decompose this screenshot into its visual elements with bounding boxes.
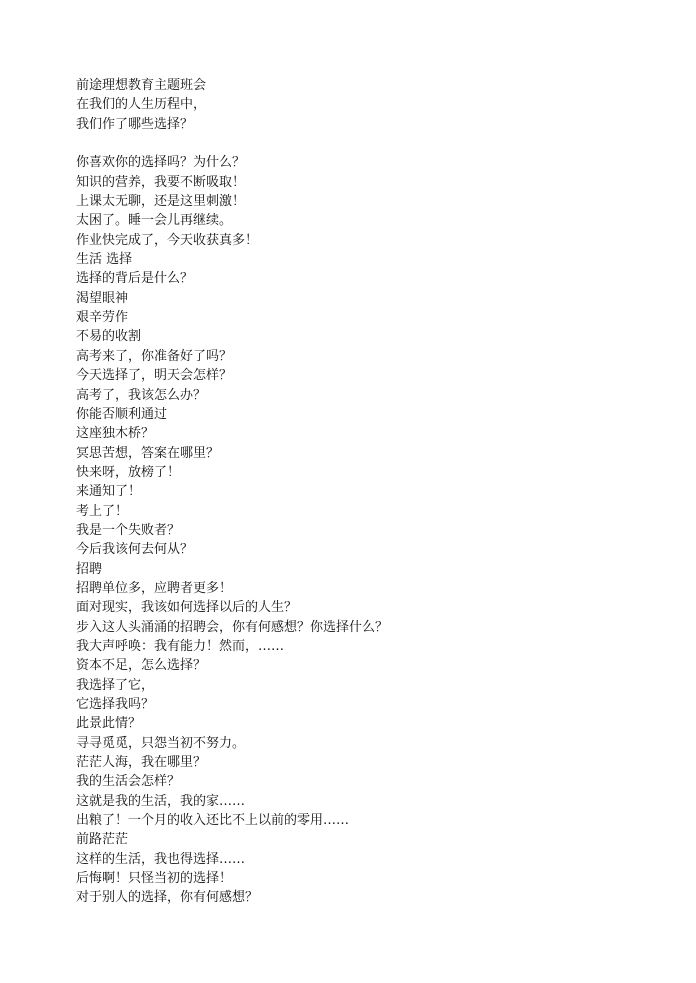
text-line: 这样的生活，我也得选择…… — [76, 851, 246, 867]
text-line: 寻寻觅觅，只怨当初不努力。 — [76, 735, 246, 751]
text-line: 它选择我吗？ — [76, 697, 155, 712]
text-line: 这就是我的生活，我的家…… — [76, 793, 246, 809]
text-line: 高考来了，你准备好了吗？ — [76, 348, 233, 364]
text-line: 你能否顺利通过 — [76, 406, 168, 422]
text-line: 作业快完成了，今天收获真多！ — [76, 232, 259, 248]
text-line: 在我们的人生历程中， — [76, 97, 207, 113]
text-line: 我的生活会怎样？ — [76, 774, 181, 790]
text-line: 面对现实，我该如何选择以后的人生？ — [76, 600, 298, 616]
text-line: 我是一个失败者？ — [76, 522, 181, 538]
text-line: 资本不足，怎么选择？ — [76, 658, 207, 674]
text-line: 今后我该何去何从？ — [76, 542, 194, 558]
text-line: 我选择了它， — [76, 677, 155, 693]
text-line: 太困了。睡一会儿再继续。 — [76, 213, 233, 229]
text-line: 前路茫茫 — [76, 832, 129, 848]
text-line: 来通知了！ — [76, 484, 142, 500]
text-line: 生活 选择 — [76, 252, 133, 268]
document-title: 前途理想教育主题班会 — [76, 78, 207, 93]
text-line: 此景此情？ — [76, 716, 142, 732]
text-line: 今天选择了，明天会怎样？ — [76, 368, 233, 384]
text-line: 出粮了！一个月的收入还比不上以前的零用…… — [76, 813, 350, 829]
text-line: 这座独木桥？ — [76, 426, 155, 442]
text-line: 选择的背后是什么？ — [76, 271, 194, 287]
text-line: 招聘 — [76, 561, 103, 577]
text-line: 高考了，我该怎么办？ — [76, 387, 207, 403]
text-line: 茫茫人海，我在哪里？ — [76, 755, 207, 771]
text-line: 步入这人头涌涌的招聘会，你有何感想？你选择什么？ — [76, 619, 389, 635]
text-line: 后悔啊！只怪当初的选择！ — [76, 871, 233, 887]
document-body — [76, 76, 676, 908]
text-line: 招聘单位多，应聘者更多！ — [76, 580, 233, 596]
text-line: 冥思苦想，答案在哪里？ — [76, 445, 220, 461]
text-line: 快来呀，放榜了！ — [76, 464, 181, 480]
text-line: 我们作了哪些选择？ — [76, 116, 194, 132]
text-line: 艰辛劳作 — [76, 310, 129, 326]
text-line: 对于别人的选择，你有何感想？ — [76, 890, 259, 906]
text-line: 不易的收割 — [76, 329, 142, 345]
text-line: 知识的营养，我要不断吸取！ — [76, 174, 246, 190]
text-line: 我大声呼唤：我有能力！然而，…… — [76, 638, 285, 654]
text-line: 考上了！ — [76, 503, 129, 519]
text-line: 渴望眼神 — [76, 290, 129, 306]
text-line: 上课太无聊，还是这里刺激！ — [76, 194, 246, 210]
text-line: 你喜欢你的选择吗？为什么？ — [76, 155, 246, 171]
blank-line — [76, 134, 676, 153]
